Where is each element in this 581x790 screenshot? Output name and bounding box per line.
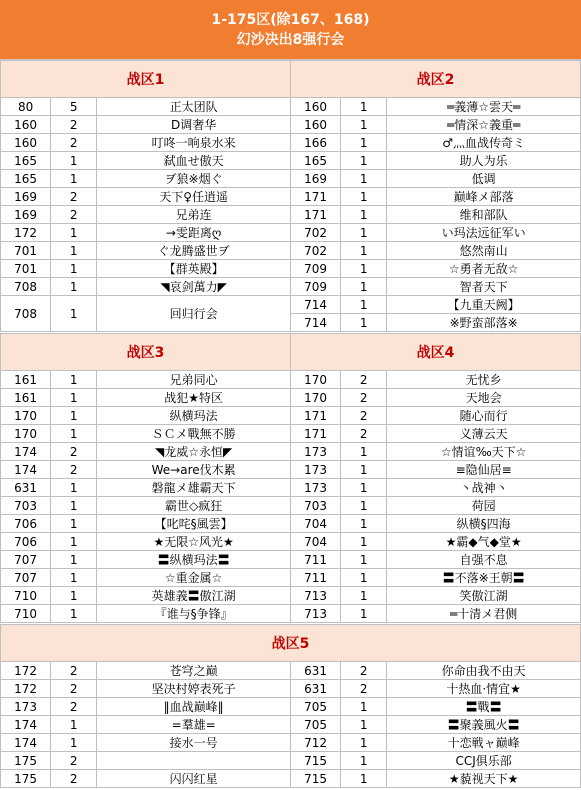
- table-row: [1, 680, 581, 698]
- table-row: [1, 569, 581, 587]
- left-count-cell: 1: [51, 371, 97, 389]
- right-guild-cell: ═情深☆義重═: [387, 116, 581, 134]
- right-server-cell: 705: [290, 698, 340, 716]
- right-server-cell: 165: [290, 152, 340, 170]
- right-count-cell: 1: [341, 314, 387, 332]
- right-count-cell: 2: [341, 371, 387, 389]
- left-guild-cell: 坚决村婷表死子: [97, 680, 291, 698]
- left-guild-cell: 兄弟同心: [97, 371, 291, 389]
- table-row: [1, 662, 581, 680]
- right-server-cell: 715: [290, 752, 340, 770]
- right-count-cell: 1: [341, 116, 387, 134]
- left-server-cell: 160: [1, 116, 51, 134]
- table-row: [1, 116, 581, 134]
- table-row: [1, 497, 581, 515]
- right-count-cell: 2: [341, 389, 387, 407]
- table-row: [1, 152, 581, 170]
- right-guild-cell: 助人为乐: [387, 152, 581, 170]
- zone-2-heading: 战区2: [290, 61, 580, 98]
- right-guild-cell: ═十清メ君侧: [387, 605, 581, 623]
- left-guild-cell: 『谁与§争锋』: [97, 605, 291, 623]
- left-server-cell: 173: [1, 698, 51, 716]
- right-server-cell: 705: [290, 716, 340, 734]
- right-server-cell: 714: [290, 314, 340, 332]
- left-count-cell: 2: [51, 461, 97, 479]
- left-count-cell: 2: [51, 752, 97, 770]
- left-server-cell: 165: [1, 152, 51, 170]
- right-count-cell: 1: [341, 296, 387, 314]
- left-server-cell: 708: [1, 296, 51, 332]
- right-count-cell: 1: [341, 224, 387, 242]
- right-server-cell: 173: [290, 443, 340, 461]
- right-server-cell: 712: [290, 734, 340, 752]
- right-server-cell: 711: [290, 551, 340, 569]
- left-server-cell: 707: [1, 569, 51, 587]
- left-guild-cell: 兄弟连: [97, 206, 291, 224]
- left-server-cell: 170: [1, 407, 51, 425]
- zone-1-2-table: [0, 60, 581, 332]
- right-server-cell: 166: [290, 134, 340, 152]
- right-count-cell: 2: [341, 425, 387, 443]
- right-server-cell: 171: [290, 206, 340, 224]
- right-count-cell: 1: [341, 716, 387, 734]
- left-server-cell: 170: [1, 425, 51, 443]
- left-guild-cell: 霸世◇疯狂: [97, 497, 291, 515]
- table-row: [1, 479, 581, 497]
- left-server-cell: 174: [1, 734, 51, 752]
- table-row: [1, 752, 581, 770]
- table-row: [1, 371, 581, 389]
- table-row: [1, 716, 581, 734]
- right-guild-cell: 十恋戦ャ巅峰: [387, 734, 581, 752]
- right-guild-cell: 无忧乡: [387, 371, 581, 389]
- left-count-cell: 2: [51, 770, 97, 788]
- right-server-cell: 173: [290, 479, 340, 497]
- left-count-cell: 1: [51, 497, 97, 515]
- right-guild-cell: 智者天下: [387, 278, 581, 296]
- right-guild-cell: 〓聚義風火〓: [387, 716, 581, 734]
- left-server-cell: 701: [1, 260, 51, 278]
- left-guild-cell: [97, 752, 291, 770]
- right-guild-cell: 悠然南山: [387, 242, 581, 260]
- table-row: [1, 734, 581, 752]
- left-guild-cell: 【群英殿】: [97, 260, 291, 278]
- right-count-cell: 1: [341, 134, 387, 152]
- right-server-cell: 170: [290, 371, 340, 389]
- left-count-cell: 1: [51, 569, 97, 587]
- right-server-cell: 170: [290, 389, 340, 407]
- left-server-cell: 701: [1, 242, 51, 260]
- right-server-cell: 631: [290, 680, 340, 698]
- left-guild-cell: →雯距离ღ: [97, 224, 291, 242]
- right-count-cell: 2: [341, 680, 387, 698]
- right-server-cell: 713: [290, 605, 340, 623]
- right-server-cell: 171: [290, 407, 340, 425]
- left-server-cell: 175: [1, 752, 51, 770]
- left-count-cell: 2: [51, 698, 97, 716]
- zone-5-table: [0, 624, 581, 788]
- left-count-cell: 1: [51, 170, 97, 188]
- left-count-cell: 2: [51, 680, 97, 698]
- left-guild-cell: 叮咚一响泉水来: [97, 134, 291, 152]
- left-guild-cell: 英雄義〓傲江湖: [97, 587, 291, 605]
- left-server-cell: 706: [1, 515, 51, 533]
- right-server-cell: 703: [290, 497, 340, 515]
- left-count-cell: 1: [51, 296, 97, 332]
- table-row: [1, 224, 581, 242]
- right-count-cell: 1: [341, 242, 387, 260]
- right-count-cell: 1: [341, 497, 387, 515]
- left-count-cell: 1: [51, 425, 97, 443]
- left-guild-cell: 战犯★特区: [97, 389, 291, 407]
- right-guild-cell: 丶战神丶: [387, 479, 581, 497]
- zone-4-heading: 战区4: [290, 334, 580, 371]
- left-guild-cell: =羣雄=: [97, 716, 291, 734]
- left-guild-cell: ◥哀剑萬力◤: [97, 278, 291, 296]
- table-row: [1, 443, 581, 461]
- right-server-cell: 702: [290, 224, 340, 242]
- right-count-cell: 1: [341, 752, 387, 770]
- left-count-cell: 1: [51, 734, 97, 752]
- table-row: [1, 461, 581, 479]
- right-count-cell: 2: [341, 662, 387, 680]
- table-row: [1, 587, 581, 605]
- left-server-cell: 169: [1, 188, 51, 206]
- right-server-cell: 171: [290, 425, 340, 443]
- left-server-cell: 710: [1, 587, 51, 605]
- right-count-cell: 1: [341, 515, 387, 533]
- right-guild-cell: 【九重天阙】: [387, 296, 581, 314]
- left-guild-cell: ☆重金属☆: [97, 569, 291, 587]
- right-guild-cell: 义薄云天: [387, 425, 581, 443]
- right-guild-cell: 你命由我不由天: [387, 662, 581, 680]
- right-count-cell: 1: [341, 587, 387, 605]
- right-count-cell: 2: [341, 407, 387, 425]
- table-row: [1, 296, 581, 314]
- left-guild-cell: D调奢华: [97, 116, 291, 134]
- right-server-cell: 711: [290, 569, 340, 587]
- left-guild-cell: ヺ狼※烟ぐ: [97, 170, 291, 188]
- table-row: [1, 770, 581, 788]
- left-count-cell: 1: [51, 716, 97, 734]
- left-server-cell: 169: [1, 206, 51, 224]
- left-server-cell: 160: [1, 134, 51, 152]
- left-guild-cell: ‖血战巅峰‖: [97, 698, 291, 716]
- right-count-cell: 1: [341, 770, 387, 788]
- right-server-cell: 714: [290, 296, 340, 314]
- left-count-cell: 1: [51, 587, 97, 605]
- right-server-cell: 169: [290, 170, 340, 188]
- right-count-cell: 1: [341, 605, 387, 623]
- right-server-cell: 173: [290, 461, 340, 479]
- right-server-cell: 704: [290, 515, 340, 533]
- left-guild-cell: 回归行会: [97, 296, 291, 332]
- right-count-cell: 1: [341, 551, 387, 569]
- left-server-cell: 703: [1, 497, 51, 515]
- left-guild-cell: 【叱咤§風雲】: [97, 515, 291, 533]
- left-server-cell: 80: [1, 98, 51, 116]
- right-guild-cell: ☆勇者无敌☆: [387, 260, 581, 278]
- table-row: [1, 605, 581, 623]
- right-guild-cell: 〓不落※王朝〓: [387, 569, 581, 587]
- right-guild-cell: 巅峰メ部落: [387, 188, 581, 206]
- left-count-cell: 2: [51, 443, 97, 461]
- left-server-cell: 175: [1, 770, 51, 788]
- right-count-cell: 1: [341, 152, 387, 170]
- right-server-cell: 160: [290, 116, 340, 134]
- table-row: [1, 698, 581, 716]
- left-guild-cell: 闪闪红星: [97, 770, 291, 788]
- table-title: [0, 0, 581, 60]
- right-guild-cell: ≡隐仙居≡: [387, 461, 581, 479]
- table-row: [1, 425, 581, 443]
- left-server-cell: 706: [1, 533, 51, 551]
- table-row: [1, 389, 581, 407]
- left-server-cell: 707: [1, 551, 51, 569]
- right-server-cell: 702: [290, 242, 340, 260]
- left-server-cell: 174: [1, 716, 51, 734]
- right-guild-cell: 十热血·情宜★: [387, 680, 581, 698]
- right-server-cell: 709: [290, 278, 340, 296]
- right-server-cell: 704: [290, 533, 340, 551]
- left-server-cell: 631: [1, 479, 51, 497]
- right-guild-cell: 〓戰〓: [387, 698, 581, 716]
- table-row: [1, 170, 581, 188]
- right-count-cell: 1: [341, 734, 387, 752]
- right-guild-cell: ═義薄☆雲天═: [387, 98, 581, 116]
- left-count-cell: 1: [51, 242, 97, 260]
- left-server-cell: 708: [1, 278, 51, 296]
- title-line-2: 幻沙决出8强行会: [236, 31, 345, 48]
- right-guild-cell: 低调: [387, 170, 581, 188]
- right-server-cell: 171: [290, 188, 340, 206]
- right-guild-cell: 荷园: [387, 497, 581, 515]
- right-count-cell: 1: [341, 479, 387, 497]
- table-row: [1, 242, 581, 260]
- right-count-cell: 1: [341, 278, 387, 296]
- left-guild-cell: 正太团队: [97, 98, 291, 116]
- zone-3-heading: 战区3: [1, 334, 291, 371]
- left-server-cell: 161: [1, 389, 51, 407]
- right-server-cell: 709: [290, 260, 340, 278]
- right-guild-cell: 笑傲江湖: [387, 587, 581, 605]
- title-line-1: 1-175区(除167、168): [211, 11, 370, 28]
- right-guild-cell: 维和部队: [387, 206, 581, 224]
- left-guild-cell: ◥龙威☆永恒◤: [97, 443, 291, 461]
- right-count-cell: 1: [341, 188, 387, 206]
- right-guild-cell: 天地会: [387, 389, 581, 407]
- left-server-cell: 710: [1, 605, 51, 623]
- table-row: [1, 533, 581, 551]
- left-server-cell: 172: [1, 224, 51, 242]
- right-count-cell: 1: [341, 461, 387, 479]
- left-count-cell: 1: [51, 551, 97, 569]
- left-count-cell: 1: [51, 278, 97, 296]
- zone-3-4-table: [0, 333, 581, 623]
- right-guild-cell: ※野蛮部落※: [387, 314, 581, 332]
- left-count-cell: 2: [51, 188, 97, 206]
- left-count-cell: 2: [51, 116, 97, 134]
- left-server-cell: 161: [1, 371, 51, 389]
- table-row: [1, 206, 581, 224]
- right-count-cell: 1: [341, 170, 387, 188]
- right-count-cell: 1: [341, 206, 387, 224]
- right-guild-cell: ♂灬血战传奇ミ: [387, 134, 581, 152]
- left-guild-cell: 接水一号: [97, 734, 291, 752]
- table-row: [1, 407, 581, 425]
- left-count-cell: 1: [51, 479, 97, 497]
- right-count-cell: 1: [341, 698, 387, 716]
- right-guild-cell: ★霸◆气◆堂★: [387, 533, 581, 551]
- right-guild-cell: 纵横§四海: [387, 515, 581, 533]
- left-server-cell: 174: [1, 461, 51, 479]
- left-count-cell: 1: [51, 260, 97, 278]
- right-guild-cell: い玛法远征军い: [387, 224, 581, 242]
- left-count-cell: 1: [51, 515, 97, 533]
- right-guild-cell: 自强不息: [387, 551, 581, 569]
- left-guild-cell: ぐ龙腾盛世ヺ: [97, 242, 291, 260]
- table-row: [1, 188, 581, 206]
- left-count-cell: 1: [51, 533, 97, 551]
- left-guild-cell: ＳＣメ戰無不勝: [97, 425, 291, 443]
- left-guild-cell: We→are伐木累: [97, 461, 291, 479]
- right-guild-cell: 随心而行: [387, 407, 581, 425]
- left-server-cell: 172: [1, 662, 51, 680]
- right-server-cell: 713: [290, 587, 340, 605]
- left-count-cell: 2: [51, 662, 97, 680]
- right-count-cell: 1: [341, 260, 387, 278]
- table-row: [1, 98, 581, 116]
- right-server-cell: 160: [290, 98, 340, 116]
- left-guild-cell: 弑血せ傲天: [97, 152, 291, 170]
- left-guild-cell: 磐龍メ雄霸天下: [97, 479, 291, 497]
- right-count-cell: 1: [341, 569, 387, 587]
- table-row: [1, 134, 581, 152]
- left-count-cell: 1: [51, 224, 97, 242]
- left-count-cell: 1: [51, 389, 97, 407]
- right-count-cell: 1: [341, 443, 387, 461]
- table-row: [1, 260, 581, 278]
- right-server-cell: 715: [290, 770, 340, 788]
- right-guild-cell: ☆情谊‰天下☆: [387, 443, 581, 461]
- left-guild-cell: 〓纵横玛法〓: [97, 551, 291, 569]
- left-server-cell: 165: [1, 170, 51, 188]
- left-count-cell: 2: [51, 206, 97, 224]
- table-row: [1, 278, 581, 296]
- left-guild-cell: ★无限☆风光★: [97, 533, 291, 551]
- left-count-cell: 1: [51, 407, 97, 425]
- right-guild-cell: CCJ俱乐部: [387, 752, 581, 770]
- right-count-cell: 1: [341, 533, 387, 551]
- right-count-cell: 1: [341, 98, 387, 116]
- left-count-cell: 2: [51, 134, 97, 152]
- table-row: [1, 515, 581, 533]
- table-row: [1, 551, 581, 569]
- left-count-cell: 1: [51, 605, 97, 623]
- left-count-cell: 5: [51, 98, 97, 116]
- left-guild-cell: 天下♀任逍遥: [97, 188, 291, 206]
- zone-5-heading: 战区5: [1, 625, 581, 662]
- left-server-cell: 172: [1, 680, 51, 698]
- left-guild-cell: 苍穹之巅: [97, 662, 291, 680]
- zone-1-heading: 战区1: [1, 61, 291, 98]
- right-server-cell: 631: [290, 662, 340, 680]
- left-guild-cell: 纵横玛法: [97, 407, 291, 425]
- left-server-cell: 174: [1, 443, 51, 461]
- right-guild-cell: ★藐视天下★: [387, 770, 581, 788]
- left-count-cell: 1: [51, 152, 97, 170]
